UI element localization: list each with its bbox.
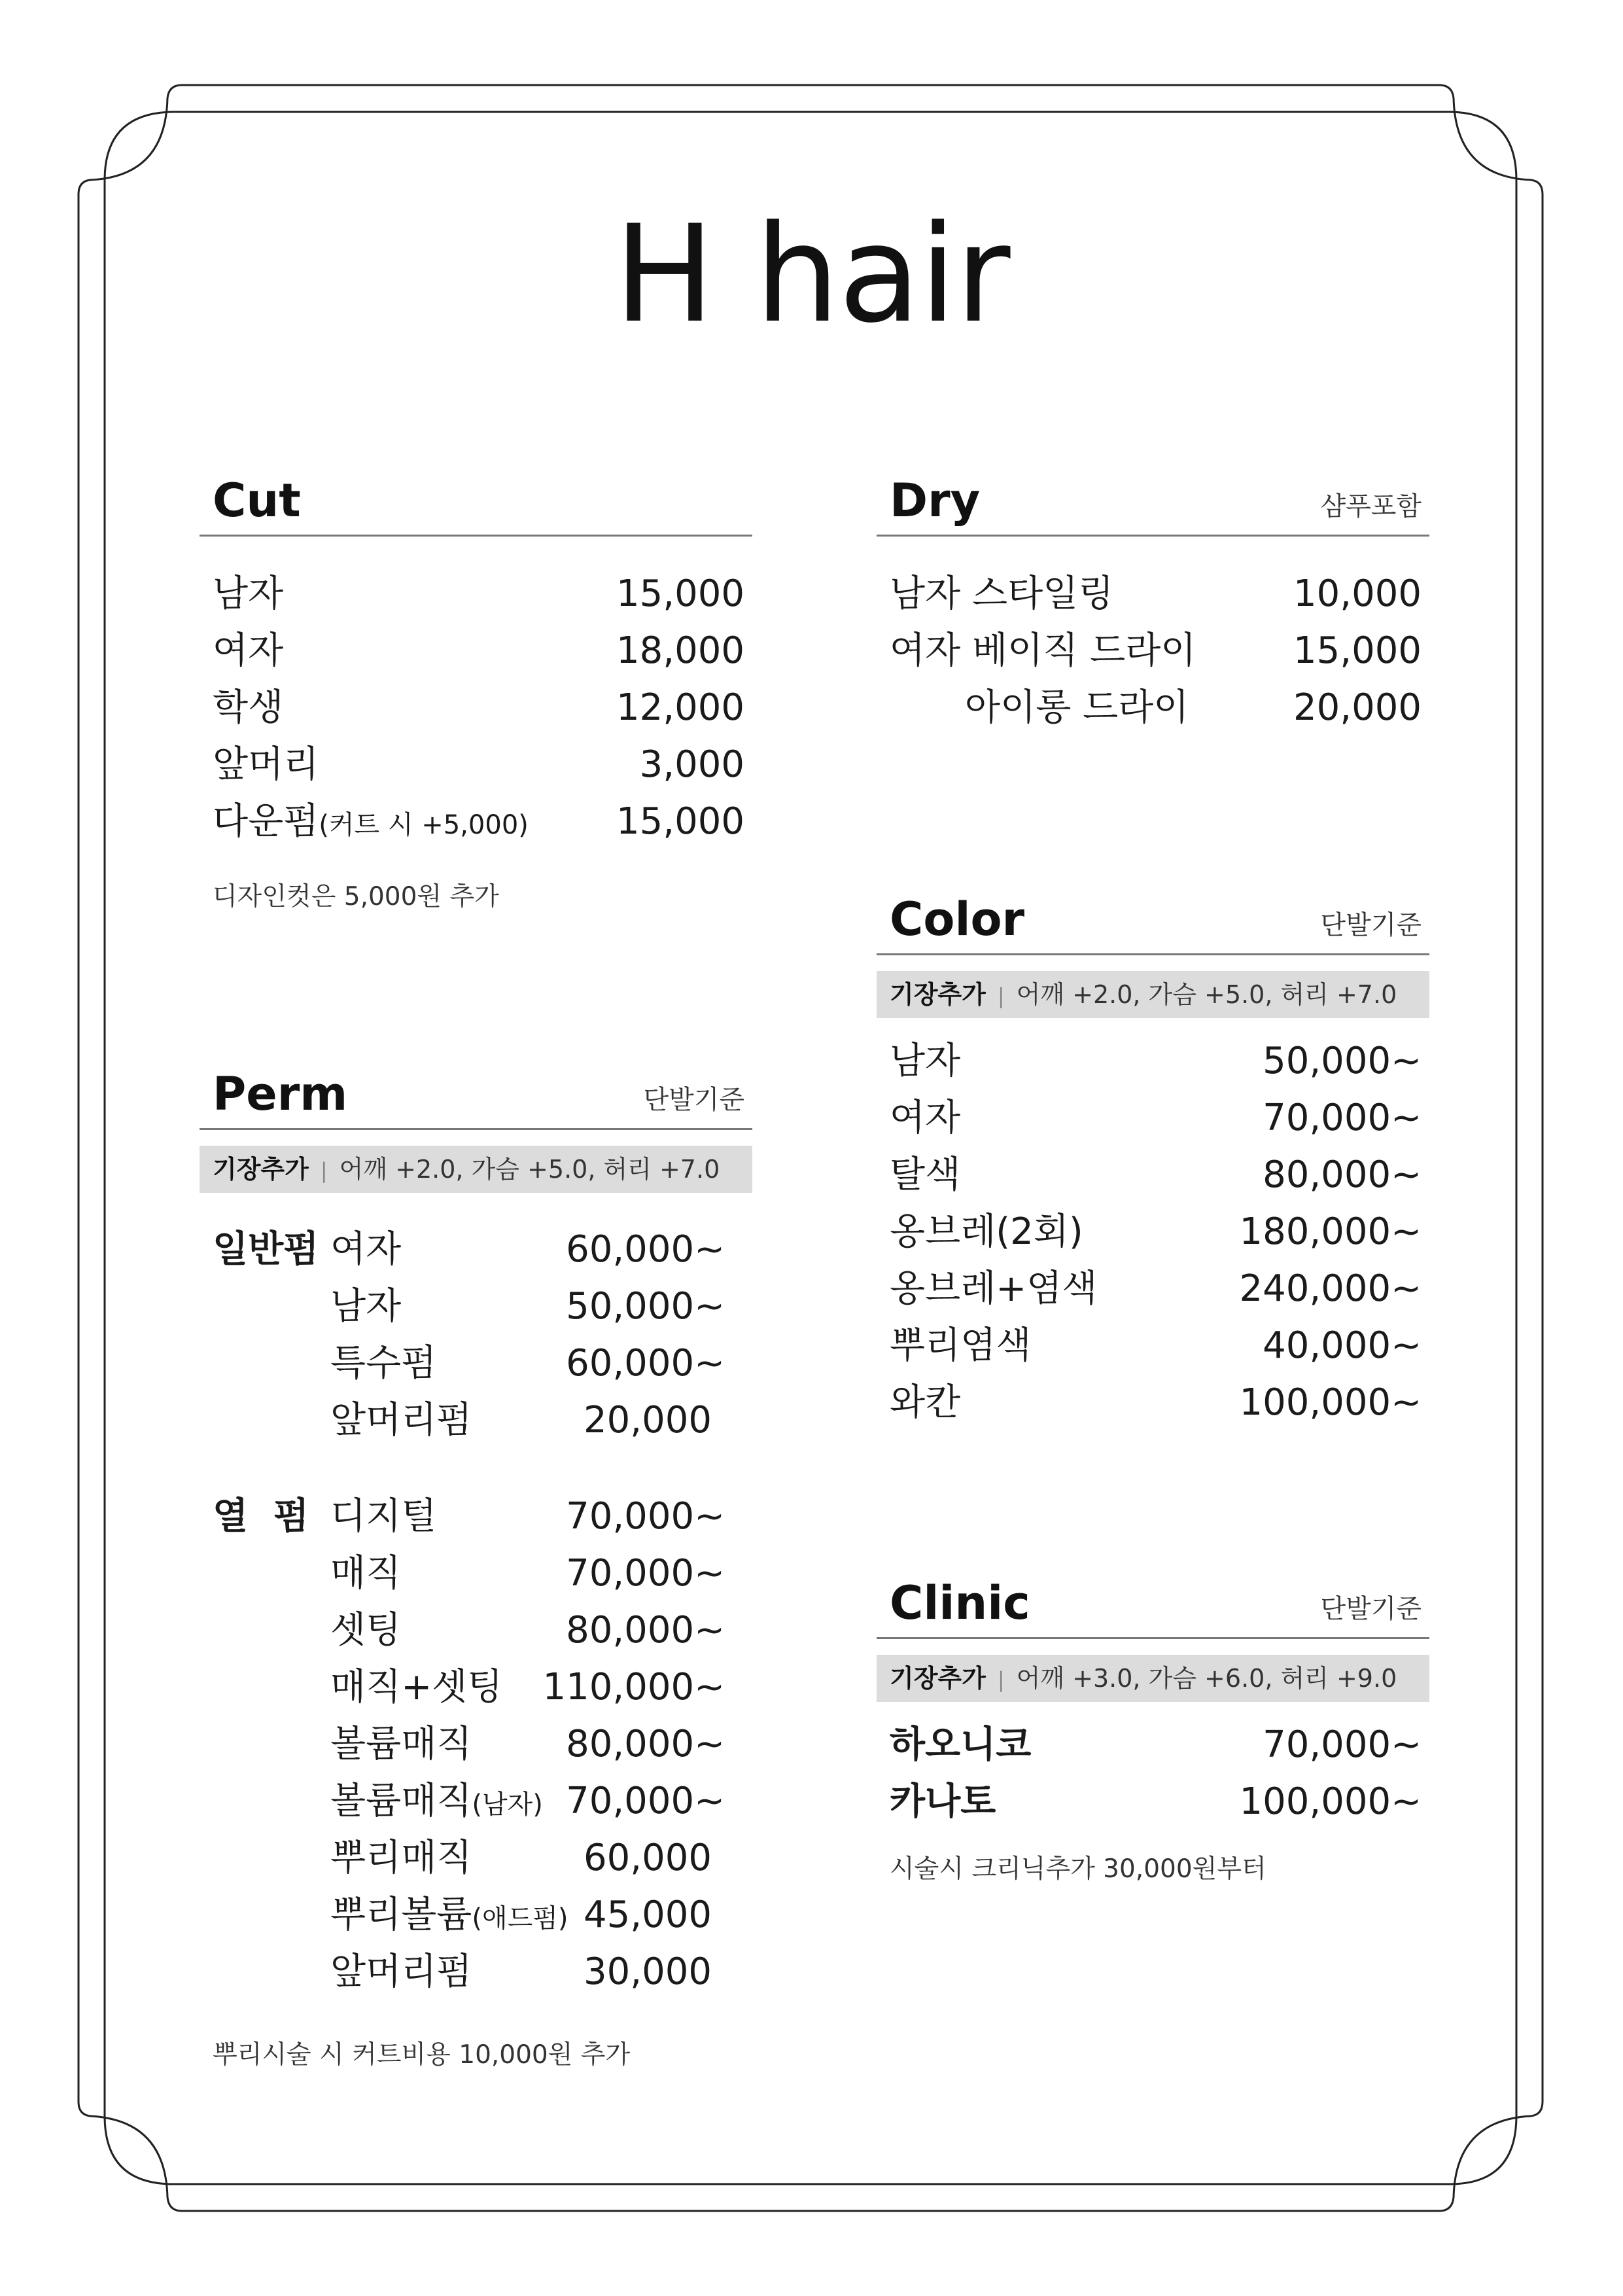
list-item: 볼륨매직 80,000~	[330, 1723, 725, 1765]
color-length-surcharge: 기장추가 | 어깨 +2.0, 가슴 +5.0, 허리 +7.0	[877, 971, 1429, 1018]
list-item: 남자 50,000~	[330, 1285, 725, 1328]
list-item: 앞머리 3,000	[213, 743, 744, 786]
list-item: 다운펌(커트 시 +5,000) 15,000	[213, 800, 744, 843]
perm-footnote: 뿌리시술 시 커트비용 10,000원 추가	[213, 2040, 631, 2070]
list-item: 학생 12,000	[213, 686, 744, 729]
clinic-section	[877, 1577, 1429, 1885]
list-item: 뿌리매직 60,000	[330, 1837, 712, 1879]
list-item: 매직 70,000~	[330, 1552, 725, 1595]
perm-group-label: 일반펌	[213, 1228, 319, 1271]
dry-shampoo-note: 샴푸포함	[1320, 491, 1422, 521]
clinic-basis-note: 단발기준	[1320, 1594, 1422, 1624]
list-item: 볼륨매직(남자) 70,000~	[330, 1780, 725, 1822]
perm-section	[200, 1068, 752, 2071]
perm-group-heat	[200, 1488, 752, 2000]
list-item: 앞머리펌 20,000	[330, 1399, 712, 1441]
list-item: 옹브레+염색 240,000~	[890, 1267, 1422, 1310]
color-basis-note: 단발기준	[1320, 910, 1422, 940]
list-item: 남자 50,000~	[890, 1040, 1422, 1082]
cut-section	[200, 474, 752, 913]
list-item: 매직+셋팅 110,000~	[330, 1666, 725, 1708]
clinic-header	[877, 1577, 1429, 1639]
clinic-length-surcharge: 기장추가 | 어깨 +3.0, 가슴 +6.0, 허리 +9.0	[877, 1655, 1429, 1702]
perm-group-general	[200, 1221, 752, 1449]
list-item: 특수펌 60,000~	[330, 1342, 725, 1385]
cut-note: 디자인컷은 5,000원 추가	[213, 882, 499, 911]
list-item: 하오니코 70,000~	[890, 1723, 1422, 1766]
list-item: 디지털 70,000~	[330, 1495, 725, 1538]
list-item: 뿌리볼륨(애드펌) 45,000	[330, 1894, 712, 1936]
cut-header	[200, 474, 752, 537]
shop-title: H hair	[614, 197, 1009, 353]
perm-basis-note: 단발기준	[643, 1085, 744, 1115]
list-item: 여자 18,000	[213, 629, 744, 672]
list-item: 여자 베이직 드라이 15,000	[890, 629, 1422, 672]
color-header	[877, 893, 1429, 955]
perm-length-surcharge: 기장추가 | 어깨 +2.0, 가슴 +5.0, 허리 +7.0	[200, 1146, 752, 1193]
dry-header	[877, 474, 1429, 537]
list-item: 아이롱 드라이 20,000	[965, 686, 1422, 729]
cut-title: Cut	[213, 474, 301, 527]
list-item: 여자 60,000~	[330, 1228, 725, 1271]
color-title: Color	[890, 892, 1025, 946]
list-item: 셋팅 80,000~	[330, 1609, 725, 1651]
list-item: 카나토 100,000~	[890, 1780, 1422, 1823]
list-item: 뿌리염색 40,000~	[890, 1324, 1422, 1367]
list-item: 옹브레(2회) 180,000~	[890, 1210, 1422, 1253]
color-section	[877, 893, 1429, 1431]
list-item: 탈색 80,000~	[890, 1154, 1422, 1196]
list-item: 앞머리펌 30,000	[330, 1951, 712, 1993]
list-item: 와칸 100,000~	[890, 1381, 1422, 1424]
clinic-footnote: 시술시 크리닉추가 30,000원부터	[890, 1854, 1266, 1884]
list-item: 남자 15,000	[213, 573, 744, 615]
list-item: 여자 70,000~	[890, 1097, 1422, 1139]
dry-title: Dry	[890, 474, 981, 527]
clinic-title: Clinic	[890, 1576, 1030, 1630]
list-item: 남자 스타일링 10,000	[890, 573, 1422, 615]
perm-header	[200, 1068, 752, 1130]
perm-title: Perm	[213, 1067, 348, 1121]
dry-section	[877, 474, 1429, 736]
perm-group-label: 열 펌	[213, 1495, 309, 1538]
